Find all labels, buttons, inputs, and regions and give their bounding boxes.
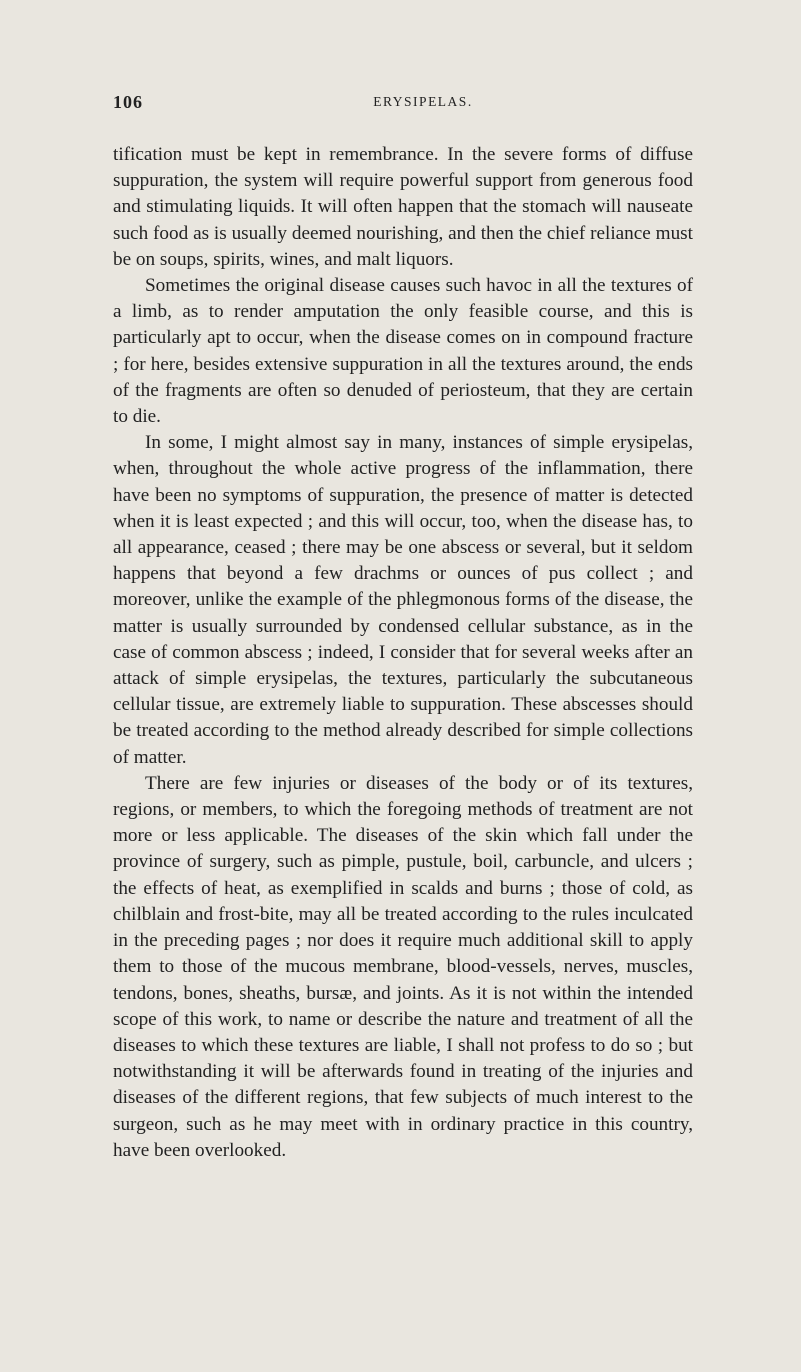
paragraph-applicability: There are few injuries or diseases of the body or of its textures, regions, or members, to which the foregoing methods of treatment are not more or less applicable. The diseases of the skin which fall under the province of surgery, such as pimple, pustule, boil, carbuncle, and ulcers ; the effects of heat, as exemplified in scalds and burns ; those of cold, as chilblain and frost-bite, may all be treated according to the rules inculcated in the preceding pages ; nor does it require much additional skill to apply them to those of the mucous membrane, blood-vessels, nerves, muscles, tendons, bones, sheaths, bursæ, and joints. As it is not within the intended scope of this work, to name or describe the nature and treatment of all the diseases to which these textures are liable, I shall not profess to do so ; but notwithstanding it will be afterwards found in treating of the injuries and diseases of the different regions, that few subjects of much interest to the surgeon, such as he may meet with in ordinary practice in this country, have been overlooked. (113, 772, 693, 1161)
page-number: 106 (113, 92, 143, 112)
running-head: ERYSIPELAS. (373, 94, 473, 109)
paragraph-abscess: In some, I might almost say in many, instances of simple erysipelas, when, throughout the whole active progress of the inflammation, there have been no symptoms of suppuration, the presence of matter is detected when it is least expected ; and this will occur, too, when the disease has, to all appearance, ceased ; there may be one abscess or several, but it seldom happens that beyond a few drachms or ounces of pus collect ; and moreover, unlike the example of the phlegmonous forms of the disease, the matter is usually surrounded by condensed cellular substance, as in the case of common abscess ; indeed, I consider that for several weeks after an attack of simple erysipelas, the textures, particularly the subcutaneous cellular tissue, are extremely liable to suppuration. These abscesses should be treated according to the method already described for simple collections of matter. (113, 432, 693, 768)
page-header (113, 92, 693, 116)
paragraph-amputation: Sometimes the original disease causes such havoc in all the textures of a limb, as to render amputation the only feasible course, and this is particularly apt to occur, when the disease comes on in compound fracture ; for here, besides extensive suppuration in all the textures around, the ends of the fragments are often so denuded of periosteum, that they are certain to die. (113, 275, 693, 428)
paragraph-continuation: tification must be kept in remembrance. In the severe forms of diffuse suppuration, the system will require powerful support from generous food and stimulating liquids. It will often happen that the stomach will nauseate such food as is usually deemed nourishing, and then the chief reliance must be on soups, spirits, wines, and malt liquors. (113, 144, 693, 270)
body-text (113, 142, 693, 1164)
